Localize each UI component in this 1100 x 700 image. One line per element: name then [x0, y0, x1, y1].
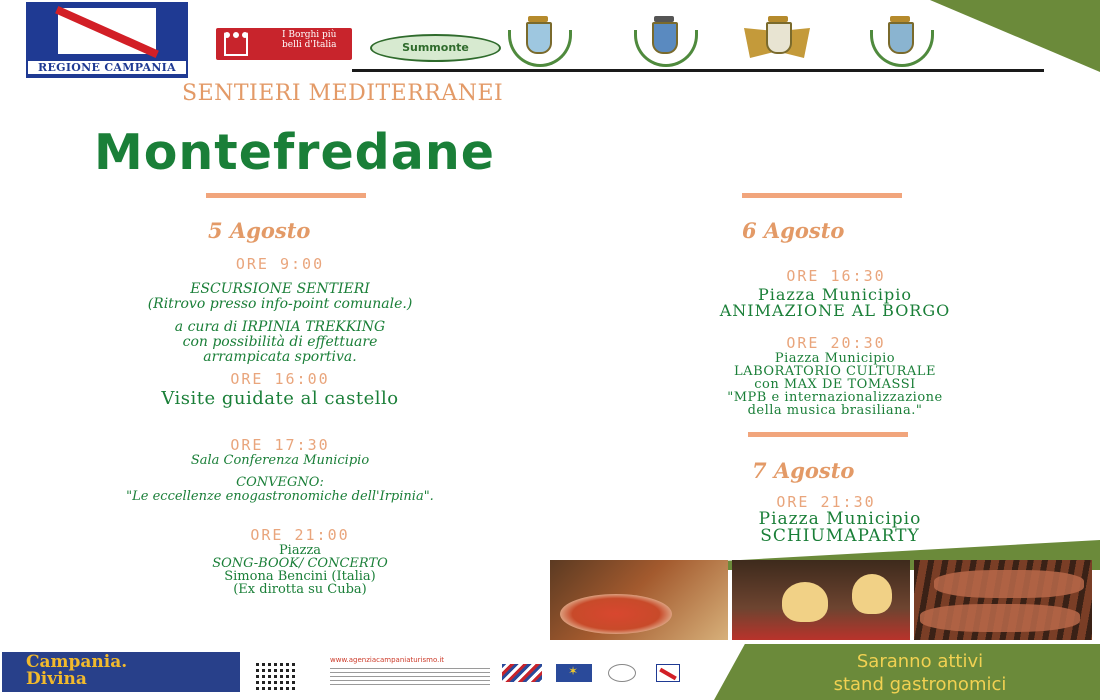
municipal-crest-3-icon [866, 16, 932, 68]
day3-item1-desc: Piazza Municipio SCHIUMAPARTY [758, 509, 922, 546]
campania-divina-logo: Campania. Divina [2, 652, 240, 692]
header-divider [352, 69, 1044, 72]
event-subtitle: SENTIERI MEDITERRANEI [182, 81, 504, 106]
campania-shield-icon [58, 8, 156, 54]
footer-fine-print [330, 668, 490, 688]
day2-date: 6 Agosto [742, 218, 845, 243]
cheese-photo [732, 560, 910, 640]
day1-item1-time: ORE 9:00 [235, 255, 325, 273]
regione-campania-caption: REGIONE CAMPANIA [28, 61, 186, 74]
tower-icon [224, 32, 248, 56]
day2-item1-desc: Piazza Municipio ANIMAZIONE AL BORGO [719, 285, 951, 320]
day3-item1-time: ORE 21:30 [776, 493, 876, 511]
day2-item2-desc: Piazza Municipio LABORATORIO CULTURALE con MAX DE TOMASSI "MPB e internazionalizzazione della musica brasiliana." [727, 351, 943, 418]
day1-item3-time: ORE 17:30 [230, 436, 330, 454]
stand-gastronomici-text: Saranno attivi stand gastronomici [833, 651, 1007, 695]
regione-campania-logo [26, 2, 188, 78]
grilled-meat-photo [914, 560, 1092, 640]
borghi-piu-belli-logo [216, 28, 352, 60]
eu-flag-icon [556, 664, 592, 682]
day1-item2-time: ORE 16:00 [230, 370, 330, 388]
day1-date: 5 Agosto [208, 218, 311, 243]
event-title: Montefredane [94, 124, 495, 181]
day2-item2-time: ORE 20:30 [786, 334, 886, 352]
day1-item4-time: ORE 21:00 [250, 526, 350, 544]
eagle-crest-icon [744, 16, 810, 68]
regione-campania-small-icon [656, 664, 680, 682]
borghi-logo-text: I Borghi più belli d'Italia [282, 30, 337, 50]
pizza-photo [550, 560, 728, 640]
municipal-crest-1-icon [504, 16, 570, 68]
sponsor-logo-icon [502, 664, 542, 682]
day1-item4-desc: Piazza SONG-BOOK/ CONCERTO Simona Bencini (Italia) (Ex dirotta su Cuba) [212, 543, 388, 597]
corner-decoration-top [930, 0, 1100, 72]
day2-divider [742, 193, 902, 198]
day1-item2-desc: Visite guidate al castello [161, 388, 399, 409]
food-photo-strip [550, 560, 1092, 640]
day1-item1-desc: ESCURSIONE SENTIERI (Ritrovo presso info-point comunale.) a cura di IRPINIA TREKKING con possibilità di effettuare arrampicata sportiva. [147, 281, 413, 365]
municipal-crest-2-icon [630, 16, 696, 68]
day2-item1-time: ORE 16:30 [786, 267, 886, 285]
website-link[interactable]: www.agenziacampaniaturismo.it [330, 656, 445, 664]
summonte-logo: Summonte [370, 34, 501, 62]
day1-divider [206, 193, 366, 198]
day3-date: 7 Agosto [752, 458, 855, 483]
italian-republic-emblem-icon [608, 664, 636, 682]
day3-divider [748, 432, 908, 437]
qr-code-icon [256, 660, 298, 690]
day1-item3-desc: Sala Conferenza Municipio CONVEGNO: "Le eccellenze enogastronomiche dell'Irpinia". [126, 453, 434, 504]
